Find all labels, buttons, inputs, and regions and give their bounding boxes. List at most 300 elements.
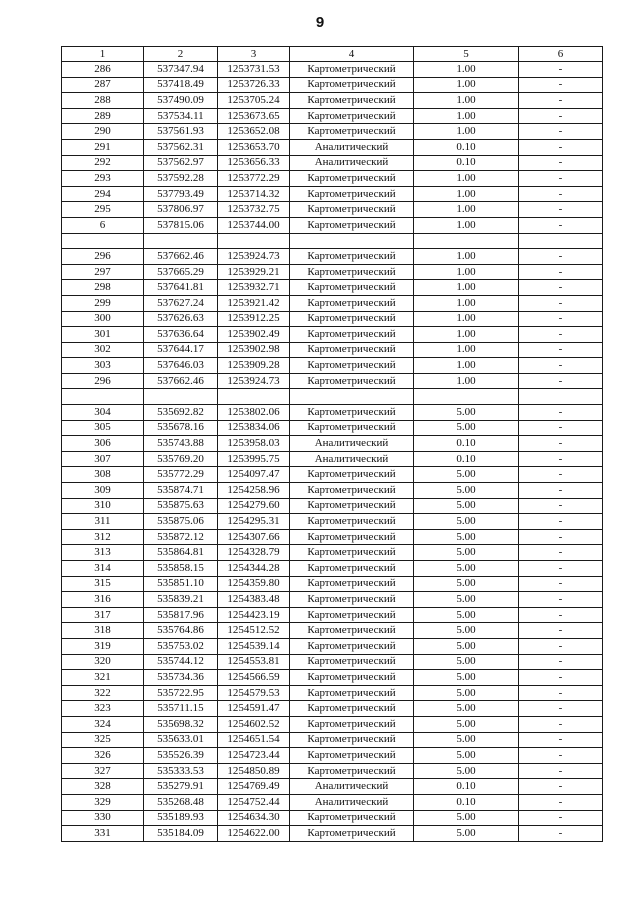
table-cell: 1253652.08 — [218, 124, 290, 140]
table-cell: 1254752.44 — [218, 794, 290, 810]
table-cell: 5.00 — [414, 545, 519, 561]
table-cell: 301 — [62, 327, 144, 343]
table-cell: Картометрический — [290, 202, 414, 218]
table-row — [62, 124, 603, 140]
table-row — [62, 249, 603, 265]
table-cell: 1254723.44 — [218, 748, 290, 764]
table-cell: 326 — [62, 748, 144, 764]
table-cell: Картометрический — [290, 186, 414, 202]
table-cell: 537793.49 — [144, 186, 218, 202]
table-row — [62, 763, 603, 779]
table-cell: 300 — [62, 311, 144, 327]
table-cell: Картометрический — [290, 561, 414, 577]
table-cell — [144, 233, 218, 249]
table-cell: 537562.31 — [144, 139, 218, 155]
table-cell: 296 — [62, 249, 144, 265]
table-cell: - — [519, 155, 603, 171]
table-cell: - — [519, 373, 603, 389]
table-row — [62, 607, 603, 623]
table-cell: Картометрический — [290, 373, 414, 389]
table-cell: 1253902.49 — [218, 327, 290, 343]
table-cell: - — [519, 592, 603, 608]
table-cell: 292 — [62, 155, 144, 171]
table-cell: Аналитический — [290, 451, 414, 467]
table-cell: 535711.15 — [144, 701, 218, 717]
table-cell: 1253656.33 — [218, 155, 290, 171]
table-cell: 1.00 — [414, 280, 519, 296]
table-cell: 1253705.24 — [218, 93, 290, 109]
table-row — [62, 483, 603, 499]
table-cell: - — [519, 638, 603, 654]
table-cell: 1254328.79 — [218, 545, 290, 561]
table-row — [62, 514, 603, 530]
table-cell: 316 — [62, 592, 144, 608]
table-cell: Картометрический — [290, 592, 414, 608]
table-cell: Картометрический — [290, 311, 414, 327]
table-header-row — [62, 47, 603, 62]
table-cell: Картометрический — [290, 514, 414, 530]
table-cell: 537347.94 — [144, 62, 218, 78]
table-cell: 537490.09 — [144, 93, 218, 109]
table-cell: 1254850.89 — [218, 763, 290, 779]
table-cell: 535692.82 — [144, 405, 218, 421]
table-cell: 1254512.52 — [218, 623, 290, 639]
table-cell: Картометрический — [290, 685, 414, 701]
table-cell: 535722.95 — [144, 685, 218, 701]
table-cell: 1254651.54 — [218, 732, 290, 748]
table-cell: Картометрический — [290, 405, 414, 421]
table-cell — [519, 389, 603, 405]
table-cell: 5.00 — [414, 763, 519, 779]
table-cell: - — [519, 529, 603, 545]
table-cell: 1254383.48 — [218, 592, 290, 608]
table-cell: 305 — [62, 420, 144, 436]
table-cell: - — [519, 670, 603, 686]
table-cell: - — [519, 405, 603, 421]
table-cell: - — [519, 576, 603, 592]
table-cell: 1.00 — [414, 108, 519, 124]
table-cell: 1253726.33 — [218, 77, 290, 93]
table-row — [62, 779, 603, 795]
table-cell: 309 — [62, 483, 144, 499]
table-cell: - — [519, 358, 603, 374]
table-cell: 312 — [62, 529, 144, 545]
table-cell: Картометрический — [290, 93, 414, 109]
table-cell: 294 — [62, 186, 144, 202]
table-cell: Картометрический — [290, 732, 414, 748]
table-cell: 5.00 — [414, 748, 519, 764]
table-cell: 299 — [62, 295, 144, 311]
table-cell: 321 — [62, 670, 144, 686]
table-cell: 5.00 — [414, 607, 519, 623]
table-cell: 1254423.19 — [218, 607, 290, 623]
table-row — [62, 373, 603, 389]
table-cell: - — [519, 623, 603, 639]
table-cell: 5.00 — [414, 498, 519, 514]
table-cell — [144, 389, 218, 405]
column-header: 3 — [218, 47, 290, 62]
table-cell: 537665.29 — [144, 264, 218, 280]
table-cell: 537561.93 — [144, 124, 218, 140]
table-cell: 537418.49 — [144, 77, 218, 93]
table-cell: 313 — [62, 545, 144, 561]
table-cell: 0.10 — [414, 436, 519, 452]
table-cell: - — [519, 436, 603, 452]
table-cell: - — [519, 311, 603, 327]
table-cell: Картометрический — [290, 716, 414, 732]
table-cell: 535678.16 — [144, 420, 218, 436]
table-cell: Картометрический — [290, 467, 414, 483]
table-cell: - — [519, 451, 603, 467]
table-cell: 1253902.98 — [218, 342, 290, 358]
table-cell: 535333.53 — [144, 763, 218, 779]
table-row — [62, 93, 603, 109]
table-cell: 5.00 — [414, 732, 519, 748]
table-cell — [218, 233, 290, 249]
table-cell: 535184.09 — [144, 826, 218, 842]
table-cell: Картометрический — [290, 763, 414, 779]
table-cell: Картометрический — [290, 171, 414, 187]
page-number: 9 — [315, 14, 325, 31]
table-cell: 314 — [62, 561, 144, 577]
table-cell: 537562.97 — [144, 155, 218, 171]
table-cell: Картометрический — [290, 748, 414, 764]
table-cell: 304 — [62, 405, 144, 421]
table-cell: 5.00 — [414, 654, 519, 670]
table-cell — [414, 233, 519, 249]
table-cell: 297 — [62, 264, 144, 280]
table-cell — [218, 389, 290, 405]
table-row — [62, 264, 603, 280]
table-cell: 1.00 — [414, 358, 519, 374]
table-cell: 5.00 — [414, 483, 519, 499]
table-cell: 535744.12 — [144, 654, 218, 670]
table-cell: 1253673.65 — [218, 108, 290, 124]
table-row — [62, 529, 603, 545]
table-row — [62, 654, 603, 670]
table-cell: 5.00 — [414, 623, 519, 639]
table-cell: 322 — [62, 685, 144, 701]
table-cell: 1.00 — [414, 327, 519, 343]
table-cell: 5.00 — [414, 810, 519, 826]
table-cell: Картометрический — [290, 826, 414, 842]
table-cell: 535633.01 — [144, 732, 218, 748]
table-cell: Картометрический — [290, 529, 414, 545]
table-cell: 535872.12 — [144, 529, 218, 545]
table-cell: - — [519, 108, 603, 124]
table-cell: 535698.32 — [144, 716, 218, 732]
table-row — [62, 77, 603, 93]
table-row — [62, 592, 603, 608]
table-cell: 1253731.53 — [218, 62, 290, 78]
table-cell: 5.00 — [414, 420, 519, 436]
column-header: 5 — [414, 47, 519, 62]
table-cell: Аналитический — [290, 779, 414, 795]
table-cell: 535764.86 — [144, 623, 218, 639]
table-cell: 6 — [62, 217, 144, 233]
table-cell: 535772.29 — [144, 467, 218, 483]
table-cell: Картометрический — [290, 280, 414, 296]
column-header: 2 — [144, 47, 218, 62]
table-cell: 1254622.00 — [218, 826, 290, 842]
table-cell: Картометрический — [290, 108, 414, 124]
table-cell: 5.00 — [414, 467, 519, 483]
table-cell: Картометрический — [290, 342, 414, 358]
table-cell: 535817.96 — [144, 607, 218, 623]
table-cell: 1254307.66 — [218, 529, 290, 545]
table-cell: 537641.81 — [144, 280, 218, 296]
table-cell: Картометрический — [290, 623, 414, 639]
table-cell: 1254344.28 — [218, 561, 290, 577]
table-cell: 287 — [62, 77, 144, 93]
table-cell: 537815.06 — [144, 217, 218, 233]
table-row — [62, 810, 603, 826]
table-row — [62, 171, 603, 187]
table-cell: 1.00 — [414, 62, 519, 78]
table-row — [62, 186, 603, 202]
table-cell: 1.00 — [414, 202, 519, 218]
table-cell: 535769.20 — [144, 451, 218, 467]
table-cell: 1253929.21 — [218, 264, 290, 280]
table-cell: 535268.48 — [144, 794, 218, 810]
table-cell: 535526.39 — [144, 748, 218, 764]
table-cell: - — [519, 420, 603, 436]
table-cell: Картометрический — [290, 295, 414, 311]
table-row — [62, 670, 603, 686]
table-row — [62, 202, 603, 218]
table-row — [62, 311, 603, 327]
table-row — [62, 545, 603, 561]
table-cell: 535753.02 — [144, 638, 218, 654]
table-cell: 0.10 — [414, 794, 519, 810]
coordinates-table — [61, 46, 603, 842]
table-cell: 320 — [62, 654, 144, 670]
table-cell: - — [519, 763, 603, 779]
table-row — [62, 732, 603, 748]
table-cell: - — [519, 654, 603, 670]
table-row — [62, 389, 603, 405]
table-row — [62, 498, 603, 514]
table-cell: 1253653.70 — [218, 139, 290, 155]
table-cell — [290, 233, 414, 249]
table-cell: 535839.21 — [144, 592, 218, 608]
table-row — [62, 62, 603, 78]
table-cell: 307 — [62, 451, 144, 467]
table-cell: Картометрический — [290, 545, 414, 561]
table-cell: - — [519, 202, 603, 218]
table-cell: 537626.63 — [144, 311, 218, 327]
table-cell: 286 — [62, 62, 144, 78]
table-cell: 1.00 — [414, 342, 519, 358]
table-cell: 1254769.49 — [218, 779, 290, 795]
table-row — [62, 794, 603, 810]
table-cell: 5.00 — [414, 701, 519, 717]
table-cell: - — [519, 264, 603, 280]
table-cell — [290, 389, 414, 405]
table-cell: 1254579.53 — [218, 685, 290, 701]
table-cell: 535279.91 — [144, 779, 218, 795]
table-cell: 1254279.60 — [218, 498, 290, 514]
table-cell: 293 — [62, 171, 144, 187]
table-cell: 5.00 — [414, 561, 519, 577]
table-cell: 0.10 — [414, 451, 519, 467]
table-row — [62, 701, 603, 717]
table-cell: 296 — [62, 373, 144, 389]
table-cell: 289 — [62, 108, 144, 124]
table-cell: - — [519, 779, 603, 795]
table-cell: 1.00 — [414, 93, 519, 109]
table-row — [62, 623, 603, 639]
table-cell: 1254539.14 — [218, 638, 290, 654]
table-cell: Картометрический — [290, 701, 414, 717]
table-cell: 331 — [62, 826, 144, 842]
table-cell: 537592.28 — [144, 171, 218, 187]
table-cell: 324 — [62, 716, 144, 732]
table-cell: - — [519, 77, 603, 93]
table-cell: - — [519, 514, 603, 530]
table-row — [62, 108, 603, 124]
table-cell: Картометрический — [290, 654, 414, 670]
table-row — [62, 139, 603, 155]
table-cell: 1253714.32 — [218, 186, 290, 202]
table-cell: 1253912.25 — [218, 311, 290, 327]
table-cell: - — [519, 249, 603, 265]
table-cell: 1254566.59 — [218, 670, 290, 686]
table-cell: Картометрический — [290, 77, 414, 93]
table-cell: 5.00 — [414, 826, 519, 842]
table-cell: 1253924.73 — [218, 373, 290, 389]
table-cell: - — [519, 139, 603, 155]
table-cell: 5.00 — [414, 576, 519, 592]
table-cell: 5.00 — [414, 685, 519, 701]
table-row — [62, 405, 603, 421]
table-cell: 1.00 — [414, 77, 519, 93]
table-cell: Картометрический — [290, 358, 414, 374]
table-cell: 537662.46 — [144, 373, 218, 389]
column-header: 1 — [62, 47, 144, 62]
table-cell: - — [519, 498, 603, 514]
table-cell: 1254359.80 — [218, 576, 290, 592]
table-cell: 310 — [62, 498, 144, 514]
table-cell: Картометрический — [290, 670, 414, 686]
table-cell: 5.00 — [414, 529, 519, 545]
table-cell: Картометрический — [290, 217, 414, 233]
table-cell: 1254295.31 — [218, 514, 290, 530]
table-cell: 5.00 — [414, 514, 519, 530]
table-body — [62, 62, 603, 842]
table-cell: - — [519, 342, 603, 358]
table-cell: 288 — [62, 93, 144, 109]
table-cell: 1253924.73 — [218, 249, 290, 265]
table-cell: Картометрический — [290, 498, 414, 514]
table-cell: 1253921.42 — [218, 295, 290, 311]
table-cell: 0.10 — [414, 779, 519, 795]
table-cell: 308 — [62, 467, 144, 483]
table-cell: Картометрический — [290, 810, 414, 826]
table-cell: 0.10 — [414, 155, 519, 171]
table-cell: - — [519, 685, 603, 701]
table-cell — [62, 389, 144, 405]
table-cell: 535858.15 — [144, 561, 218, 577]
table-row — [62, 233, 603, 249]
table-cell: 1253744.00 — [218, 217, 290, 233]
column-header: 4 — [290, 47, 414, 62]
table-cell: 537627.24 — [144, 295, 218, 311]
table-cell: 535875.06 — [144, 514, 218, 530]
table-cell: 1.00 — [414, 217, 519, 233]
table-cell: 537806.97 — [144, 202, 218, 218]
table-cell: - — [519, 467, 603, 483]
table-cell: 306 — [62, 436, 144, 452]
table-cell: 1253909.28 — [218, 358, 290, 374]
table-cell: - — [519, 171, 603, 187]
table-cell: 325 — [62, 732, 144, 748]
table-row — [62, 358, 603, 374]
table-cell — [62, 233, 144, 249]
table-cell: 1.00 — [414, 311, 519, 327]
table-cell: 537646.03 — [144, 358, 218, 374]
table-cell: 1254553.81 — [218, 654, 290, 670]
table-cell: Аналитический — [290, 436, 414, 452]
table-cell: 1253958.03 — [218, 436, 290, 452]
table-cell: 535874.71 — [144, 483, 218, 499]
table-cell: - — [519, 327, 603, 343]
table-cell: 295 — [62, 202, 144, 218]
table-cell: 1254258.96 — [218, 483, 290, 499]
table-cell: 537644.17 — [144, 342, 218, 358]
table-cell: - — [519, 561, 603, 577]
table-row — [62, 716, 603, 732]
table-cell: - — [519, 545, 603, 561]
table-cell: 1.00 — [414, 249, 519, 265]
table-row — [62, 155, 603, 171]
table-cell: - — [519, 280, 603, 296]
table-cell — [414, 389, 519, 405]
table-cell: 5.00 — [414, 716, 519, 732]
table-cell: - — [519, 62, 603, 78]
table-cell: - — [519, 748, 603, 764]
table-cell: - — [519, 217, 603, 233]
table-cell: 323 — [62, 701, 144, 717]
table-row — [62, 685, 603, 701]
table-cell: 1.00 — [414, 171, 519, 187]
table-row — [62, 467, 603, 483]
table-cell: 1253995.75 — [218, 451, 290, 467]
table-cell: Картометрический — [290, 576, 414, 592]
table-cell: 329 — [62, 794, 144, 810]
table-cell: 315 — [62, 576, 144, 592]
table-cell: 1254602.52 — [218, 716, 290, 732]
table-cell: 1253802.06 — [218, 405, 290, 421]
table-cell: 535743.88 — [144, 436, 218, 452]
table-row — [62, 327, 603, 343]
table-cell: 311 — [62, 514, 144, 530]
table-cell: Аналитический — [290, 139, 414, 155]
table-cell: 303 — [62, 358, 144, 374]
table-cell: 1254634.30 — [218, 810, 290, 826]
table-row — [62, 217, 603, 233]
table-cell: - — [519, 483, 603, 499]
table-cell: 1254097.47 — [218, 467, 290, 483]
table-cell: Картометрический — [290, 483, 414, 499]
table-cell: 5.00 — [414, 592, 519, 608]
table-row — [62, 451, 603, 467]
table-cell: Картометрический — [290, 249, 414, 265]
table-cell: 1253834.06 — [218, 420, 290, 436]
table-cell: 535851.10 — [144, 576, 218, 592]
table-cell: 1253772.29 — [218, 171, 290, 187]
table-cell: Аналитический — [290, 794, 414, 810]
